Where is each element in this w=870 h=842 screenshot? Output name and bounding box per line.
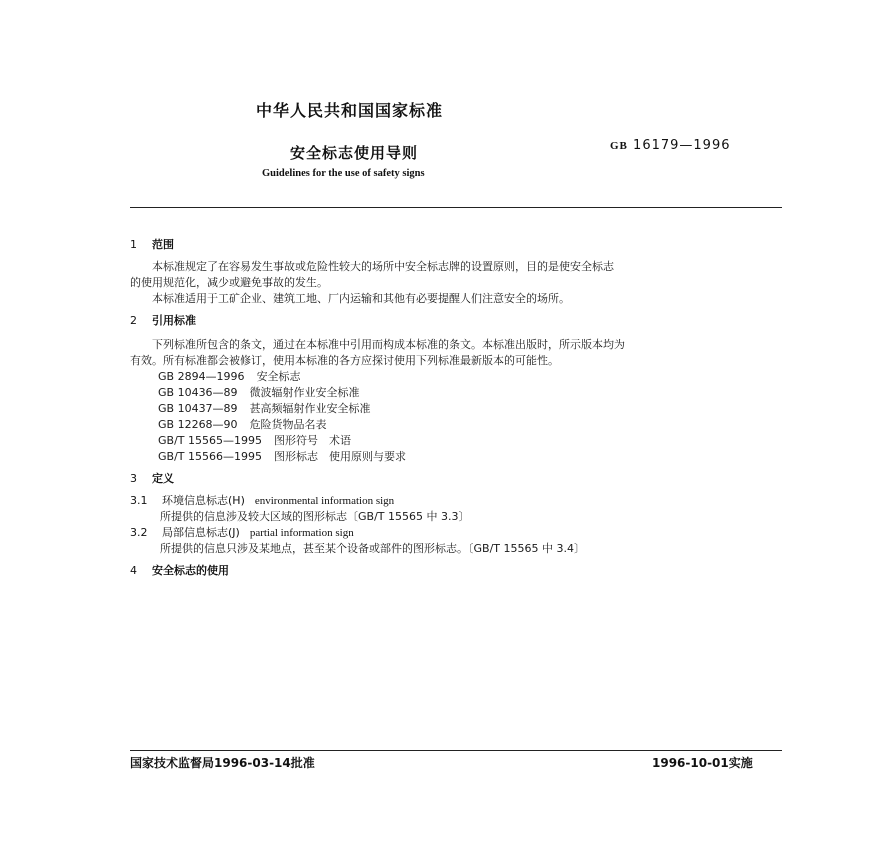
reference-code: GB 10437—89 bbox=[158, 402, 238, 415]
document-title: 安全标志使用导则 bbox=[290, 144, 419, 162]
section-title: 定义 bbox=[152, 472, 174, 485]
standard-number-value: 16179—1996 bbox=[633, 138, 731, 153]
reference-name: 甚高频辐射作业安全标准 bbox=[249, 402, 371, 415]
definition-term-en: partial information sign bbox=[249, 527, 354, 539]
reference-code: GB 12268—90 bbox=[158, 418, 238, 431]
header-divider bbox=[130, 207, 782, 208]
standard-header: 中华人民共和国国家标准 bbox=[256, 101, 444, 120]
section-number: 1 bbox=[130, 238, 137, 251]
section-title: 引用标准 bbox=[152, 314, 196, 327]
definition-term-en: environmental information sign bbox=[254, 495, 395, 507]
reference-row bbox=[158, 432, 351, 448]
section-2-paragraph-line-2: 有效。所有标准都会被修订，使用本标准的各方应探讨使用下列标准最新版本的可能性。 bbox=[130, 354, 559, 367]
reference-row bbox=[158, 448, 406, 464]
section-4-heading bbox=[130, 562, 229, 578]
standard-number-prefix: GB bbox=[610, 140, 628, 152]
implementation-date: 1996-10-01实施 bbox=[652, 756, 753, 770]
definition-3-2-text: 所提供的信息只涉及某地点，甚至某个设备或部件的图形标志。〔GB/T 15565 中 3.4〕 bbox=[160, 542, 585, 555]
reference-name: 图形标志 使用原则与要求 bbox=[273, 450, 406, 463]
section-2-paragraph-line-1: 下列标准所包含的条文，通过在本标准中引用而构成本标准的条文。本标准出版时，所示版本均为 bbox=[152, 338, 625, 351]
definition-term: 环境信息标志(H) bbox=[162, 494, 245, 507]
section-number: 3 bbox=[130, 472, 137, 485]
definition-term: 局部信息标志(J) bbox=[162, 526, 240, 539]
section-title: 安全标志的使用 bbox=[152, 564, 229, 577]
approval-line: 国家技术监督局1996-03-14批准 bbox=[130, 756, 315, 770]
definition-3-1-heading bbox=[130, 492, 394, 508]
definition-number: 3.2 bbox=[130, 526, 148, 539]
section-title: 范围 bbox=[152, 238, 174, 251]
reference-name: 安全标志 bbox=[256, 370, 301, 383]
reference-name: 危险货物品名表 bbox=[249, 418, 327, 431]
section-number: 4 bbox=[130, 564, 137, 577]
reference-code: GB 10436—89 bbox=[158, 386, 238, 399]
reference-row bbox=[158, 384, 360, 400]
section-3-heading bbox=[130, 470, 174, 486]
reference-name: 图形符号 术语 bbox=[273, 434, 351, 447]
section-2-heading bbox=[130, 312, 196, 328]
section-1-paragraph-1-line-1: 本标准规定了在容易发生事故或危险性较大的场所中安全标志牌的设置原则，目的是使安全标志 bbox=[152, 260, 614, 273]
footer-divider bbox=[130, 750, 782, 751]
section-1-paragraph-2: 本标准适用于工矿企业、建筑工地、厂内运输和其他有必要提醒人们注意安全的场所。 bbox=[152, 292, 570, 305]
document-subtitle-en: Guidelines for the use of safety signs bbox=[262, 168, 425, 179]
reference-row bbox=[158, 416, 327, 432]
definition-number: 3.1 bbox=[130, 494, 148, 507]
section-1-heading bbox=[130, 236, 174, 252]
reference-row bbox=[158, 368, 301, 384]
reference-row bbox=[158, 400, 371, 416]
section-1-paragraph-1-line-2: 的使用规范化，减少或避免事故的发生。 bbox=[130, 276, 328, 289]
definition-3-2-heading bbox=[130, 524, 354, 540]
section-number: 2 bbox=[130, 314, 137, 327]
definition-3-1-text: 所提供的信息涉及较大区域的图形标志〔GB/T 15565 中 3.3〕 bbox=[160, 510, 470, 523]
reference-code: GB 2894—1996 bbox=[158, 370, 245, 383]
reference-code: GB/T 15566—1995 bbox=[158, 450, 262, 463]
reference-name: 微波辐射作业安全标准 bbox=[249, 386, 360, 399]
reference-code: GB/T 15565—1995 bbox=[158, 434, 262, 447]
standard-number bbox=[610, 138, 731, 153]
